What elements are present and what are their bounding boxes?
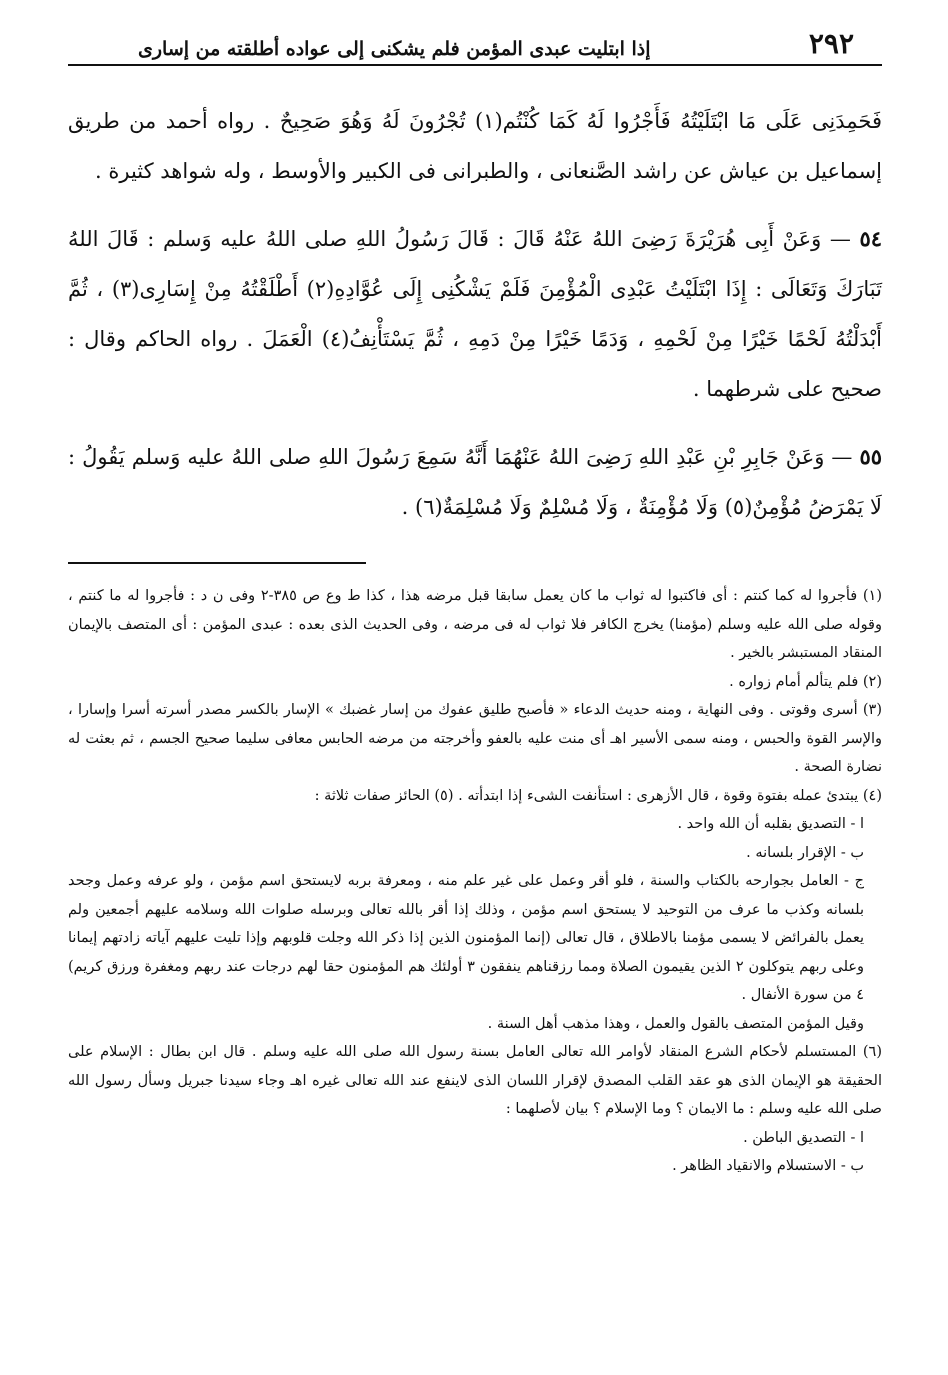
footnote-6-item-b: ب - الاستسلام والانقياد الظاهر .: [672, 1158, 864, 1174]
main-text: [68, 96, 882, 532]
footnote-5-item-c: ج - العامل بجوارحه بالكتاب والسنة ، فلو أقر وعمل على غير علم منه ، ومعرفة بربه لايستحق اسم مؤمن ، ولو عرفه وعمل وجحد بلسانه وكذب ما عرف من التوحيد لا يستحق اسم مؤمن ، وذلك إذا أقر بالله تعالى وبرسله صلوات الله وسلامه عليهم أجمعين ولم يعمل بالفرائض لا يسمى مؤمنا بالاطلاق ، قال تعالى (إنما المؤمنون الذين إذا ذكر الله وجلت قلوبهم وإذا تليت عليهم آياته زادتهم إيمانا وعلى ربهم يتوكلون ٢ الذين يقيمون الصلاة ومما رزقناهم ينفقون ٣ أولئك هم المؤمنون حقا لهم درجات عند ربهم ومغفرة ورزق كريم) ٤ من سورة الأنفال .: [68, 873, 865, 1003]
footnote-6: (٦) المستسلم لأحكام الشرع المنقاد لأوامر الله تعالى العامل بسنة رسول الله صلى الله عليه وسلم . قال ابن بطال : الإسلام على الحقيقة هو الإيمان الذى هو عقد القلب المصدق لإقرار اللسان الذى لاينفع عند الله تعالى غيره اهـ وجاء سيدنا جبريل وسأل رسول الله صلى الله عليه وسلم : ما الايمان ؟ وما الإسلام ؟ بيان لأصلهما :: [68, 1044, 882, 1117]
footnote-2: (٢) فلم يتألم أمام زواره .: [729, 673, 882, 690]
footnote-3: (٣) أسرى وقوتى . وفى النهاية ، ومنه حديث الدعاء « فأصبح طليق عفوك من إسار غضبك » الإسار بالكسر مصدر أسرته أسرا وإسارا ، والإسر القوة والحبس ، ومنه سمى الأسير اهـ أى منت عليه بالعفو وأخرجته من مرضه الحابس معافى سليما صحيح الجسم ، ثم بعثت له نضارة الصحة .: [68, 702, 882, 775]
footnote-6-item-a: ا - التصديق الباطن .: [743, 1129, 864, 1146]
hadith-number: ٥٥: [859, 444, 882, 469]
hadith-text: — وَعَنْ أَبِى هُرَيْرَةَ رَضِىَ اللهُ عَنْهُ قَالَ : قَالَ رَسُولُ اللهِ صلى اللهُ عليه وَسلم : قَالَ اللهُ تَبَارَكَ وَتَعَالَى : إِذَا ابْتَلَيْتُ عَبْدِى الْمُؤْمِنَ فَلَمْ يَشْكُنِى إِلَى عُوَّادِهِ(٢) أَطْلَقْتُهُ مِنْ إِسَارِى(٣) ، ثُمَّ أَبْدَلْتُهُ لَحْمًا خَيْرًا مِنْ لَحْمِهِ ، وَدَمًا خَيْرًا مِنْ دَمِهِ ، ثُمَّ يَسْتَأْنِفُ(٤) الْعَمَلَ . رواه الحاكم وقال : صحيح على شرطهما .: [68, 227, 882, 401]
running-title: إذا ابتليت عبدى المؤمن فلم يشكنى إلى عواده أطلقته من إسارى: [138, 38, 651, 60]
footnote-divider: [68, 562, 366, 564]
footnote-1: (١) فأجروا له كما كنتم : أى فاكتبوا له ثواب ما كان يعمل سابقا قبل مرضه هذا ، كذا ط وع ص ٣٨٥-٢ وفى ن د : فأجروا له ما كنتم ، وقوله صلى الله عليه وسلم (مؤمنا) يخرج الكافر فلا ثواب له فى مرضه ، وفى الحديث الذى بعده : عبدى المؤمن : أى المتصف بالإيمان المنقاد المستبشر بالخير .: [68, 588, 882, 661]
footnote-4-5: (٤) يبتدئ عمله بفتوة وقوة ، قال الأزهرى : استأنفت الشىء إذا ابتدأته . (٥) الحائز صفات ثلاثة :: [314, 787, 882, 804]
continued-hadith-paragraph: فَحَمِدَنِى عَلَى مَا ابْتَلَيْتُهُ فَأَجْرُوا لَهُ كَمَا كُنْتُم(١) تُجْرُونَ لَهُ وَهُوَ صَحِيحٌ . رواه أحمد من طريق إسماعيل بن عياش عن راشد الصَّنعانى ، والطبرانى فى الكبير والأوسط ، وله شواهد كثيرة .: [68, 109, 882, 183]
hadith-text: — وَعَنْ جَابِرِ بْنِ عَبْدِ اللهِ رَضِىَ اللهُ عَنْهُمَا أَنَّهُ سَمِعَ رَسُولَ اللهِ صلى اللهُ عليه وَسلم يَقُولُ : لَا يَمْرَضُ مُؤْمِنٌ(٥) وَلَا مُؤْمِنَةٌ ، وَلَا مُسْلِمٌ وَلَا مُسْلِمَةٌ(٦) .: [68, 445, 882, 519]
hadith-number: ٥٤: [859, 226, 883, 251]
hadith-54-paragraph: [68, 214, 882, 414]
footnote-5-item-a: ا - التصديق بقلبه أن الله واحد .: [677, 816, 864, 832]
hadith-55-paragraph: [68, 432, 882, 532]
page-number: ٢٩٢: [808, 27, 854, 60]
footnotes: [68, 582, 882, 1181]
footnote-5-item-b: ب - الإقرار بلسانه .: [746, 844, 864, 861]
page-header: [68, 20, 882, 66]
footnote-5-note: وقيل المؤمن المتصف بالقول والعمل ، وهذا مذهب أهل السنة .: [487, 1015, 864, 1032]
